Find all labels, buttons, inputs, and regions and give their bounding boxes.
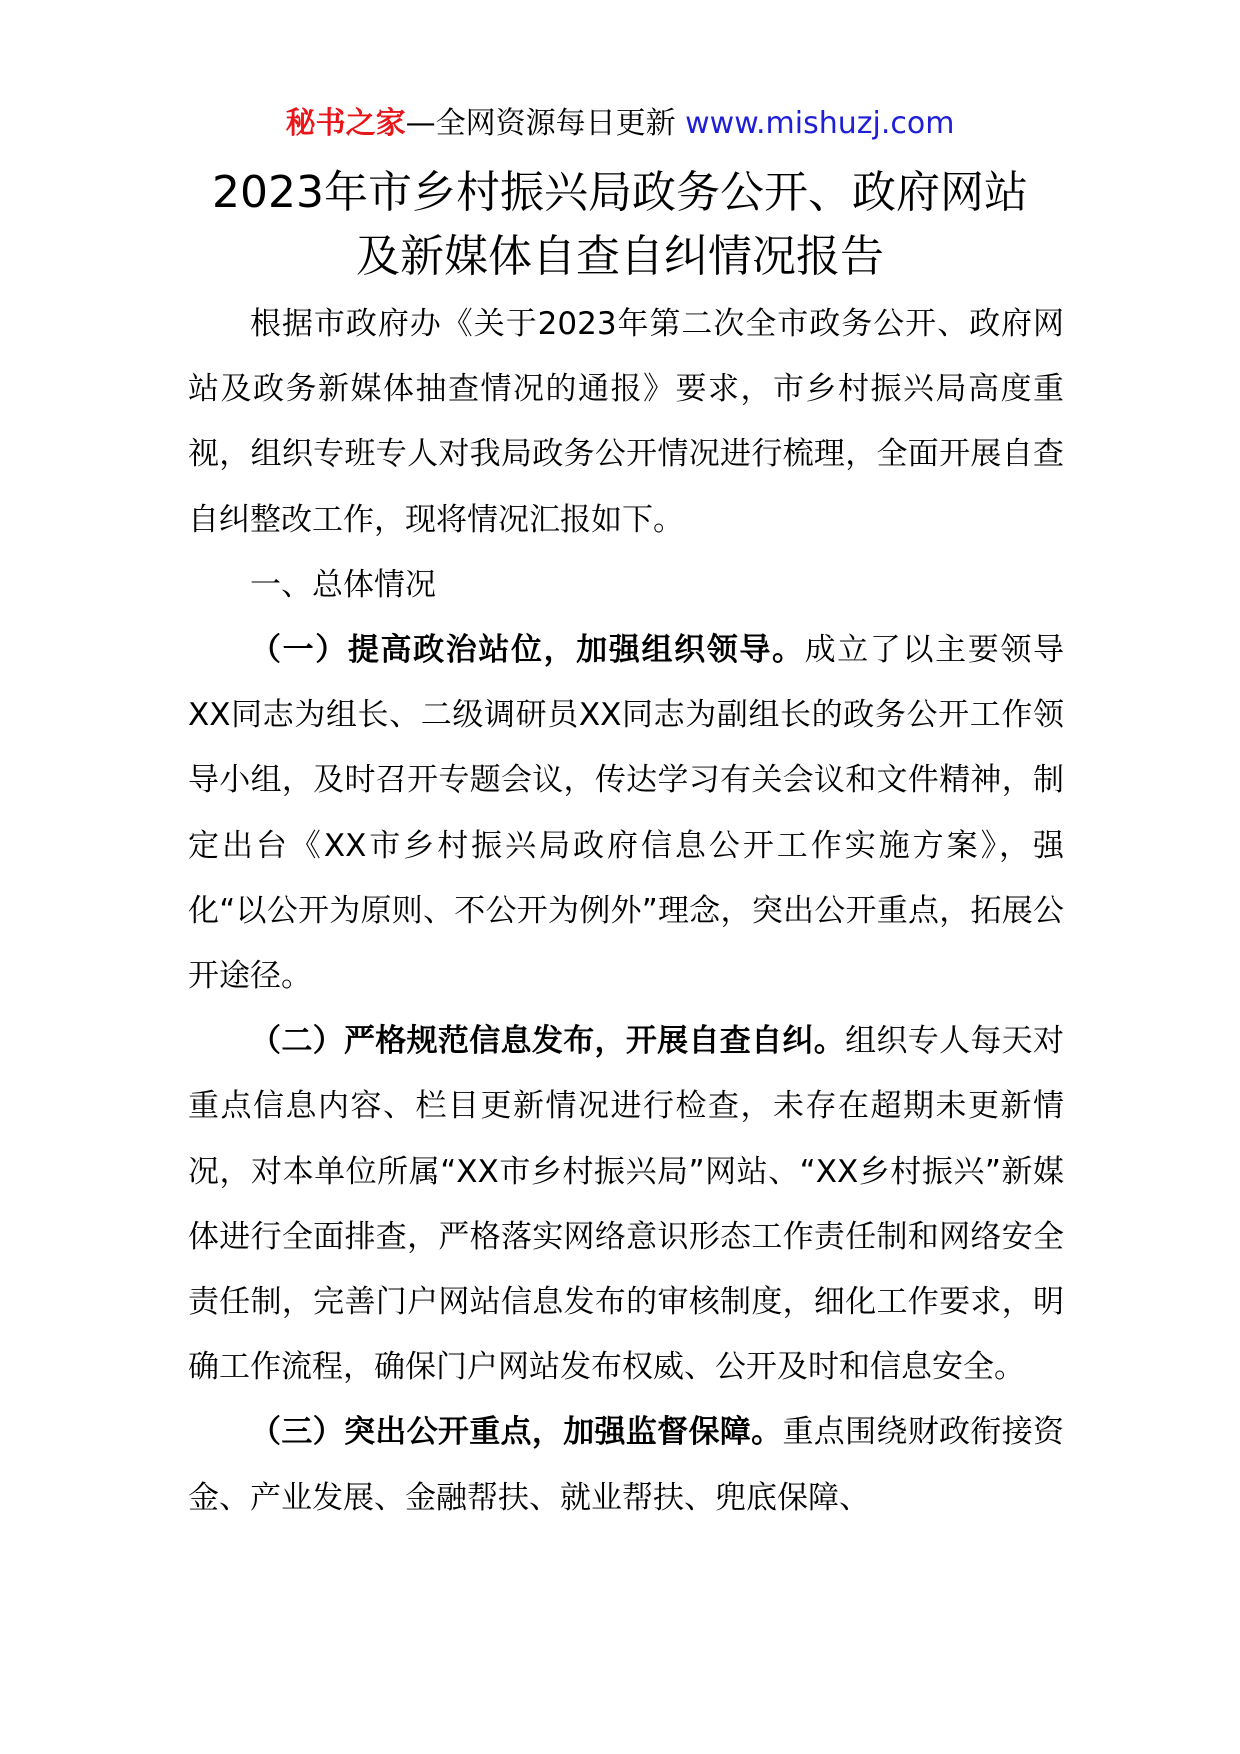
paragraph-item-3 <box>188 1400 1064 1530</box>
header-tagline: —全网资源每日更新 <box>405 106 676 141</box>
section-heading-overview <box>188 553 1064 618</box>
paragraph-lead: （一）提高政治站位，加强组织领导。 <box>250 632 805 669</box>
brand-name: 秘书之家 <box>285 106 406 141</box>
paragraph-text: 根据市政府办《关于2023年第二次全市政务公开、政府网站及政务新媒体抽查情况的通报》要求，市乡村振兴局高度重视，组织专班专人对我局政务公开情况进行梳理，全面开展自查自纠整改工作，现将情况汇报如下。 <box>188 306 1064 538</box>
document-body <box>188 292 1064 1531</box>
document-title-line-2: 及新媒体自查自纠情况报告 <box>356 231 884 282</box>
paragraph-text: 成立了以主要领导XX同志为组长、二级调研员XX同志为副组长的政务公开工作领导小组，及时召开专题会议，传达学习有关会议和文件精神，制定出台《XX市乡村振兴局政府信息公开工作实施方案》，强化“以公开为原则、不公开为例外”理念，突出公开重点，拓展公开途径。 <box>188 632 1064 995</box>
paragraph-intro <box>188 292 1064 553</box>
paragraph-lead: （三）突出公开重点，加强监督保障。 <box>250 1414 783 1451</box>
paragraph-lead: （二）严格规范信息发布，开展自查自纠。 <box>250 1023 846 1060</box>
paragraph-text: 一、总体情况 <box>250 566 436 603</box>
site-header <box>0 102 1240 146</box>
site-url-link[interactable]: www.mishuzj.com <box>685 106 955 141</box>
paragraph-item-1 <box>188 618 1064 1009</box>
paragraph-text: 重点围绕财政衔接资金、产业发展、金融帮扶、就业帮扶、兜底保障、 <box>188 1414 1065 1516</box>
paragraph-item-2 <box>188 1009 1064 1400</box>
document-title-line-1: 2023年市乡村振兴局政务公开、政府网站 <box>212 167 1028 218</box>
paragraph-text: 组织专人每天对重点信息内容、栏目更新情况进行检查，未存在超期未更新情况，对本单位所属“XX市乡村振兴局”网站、“XX乡村振兴”新媒体进行全面排查，严格落实网络意识形态工作责任制和网络安全责任制，完善门户网站信息发布的审核制度，细化工作要求，明确工作流程，确保门户网站发布权威、公开及时和信息安全。 <box>188 1023 1064 1386</box>
